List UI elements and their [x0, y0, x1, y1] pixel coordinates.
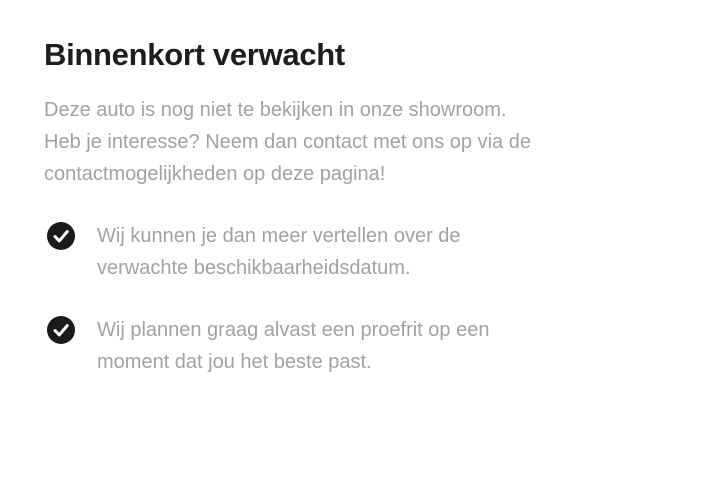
bullet-text: [97, 220, 461, 284]
intro-line: contactmogelijkheden op deze pagina!: [44, 163, 386, 185]
list-item: [44, 314, 676, 378]
intro-line: Heb je interesse? Neem dan contact met ons op via de: [44, 131, 531, 153]
check-circle-icon: [47, 316, 75, 344]
bullet-line: Wij kunnen je dan meer vertellen over de: [97, 225, 461, 247]
list-item: [44, 220, 676, 284]
intro-paragraph: [44, 94, 676, 190]
bullet-list: [44, 220, 676, 378]
check-circle-icon: [47, 222, 75, 250]
intro-line: Deze auto is nog niet te bekijken in onze showroom.: [44, 99, 507, 121]
bullet-line: moment dat jou het beste past.: [97, 351, 372, 373]
bullet-line: Wij plannen graag alvast een proefrit op een: [97, 319, 490, 341]
bullet-line: verwachte beschikbaarheidsdatum.: [97, 257, 411, 279]
bullet-text: [97, 314, 489, 378]
page-title: Binnenkort verwacht: [44, 37, 345, 72]
